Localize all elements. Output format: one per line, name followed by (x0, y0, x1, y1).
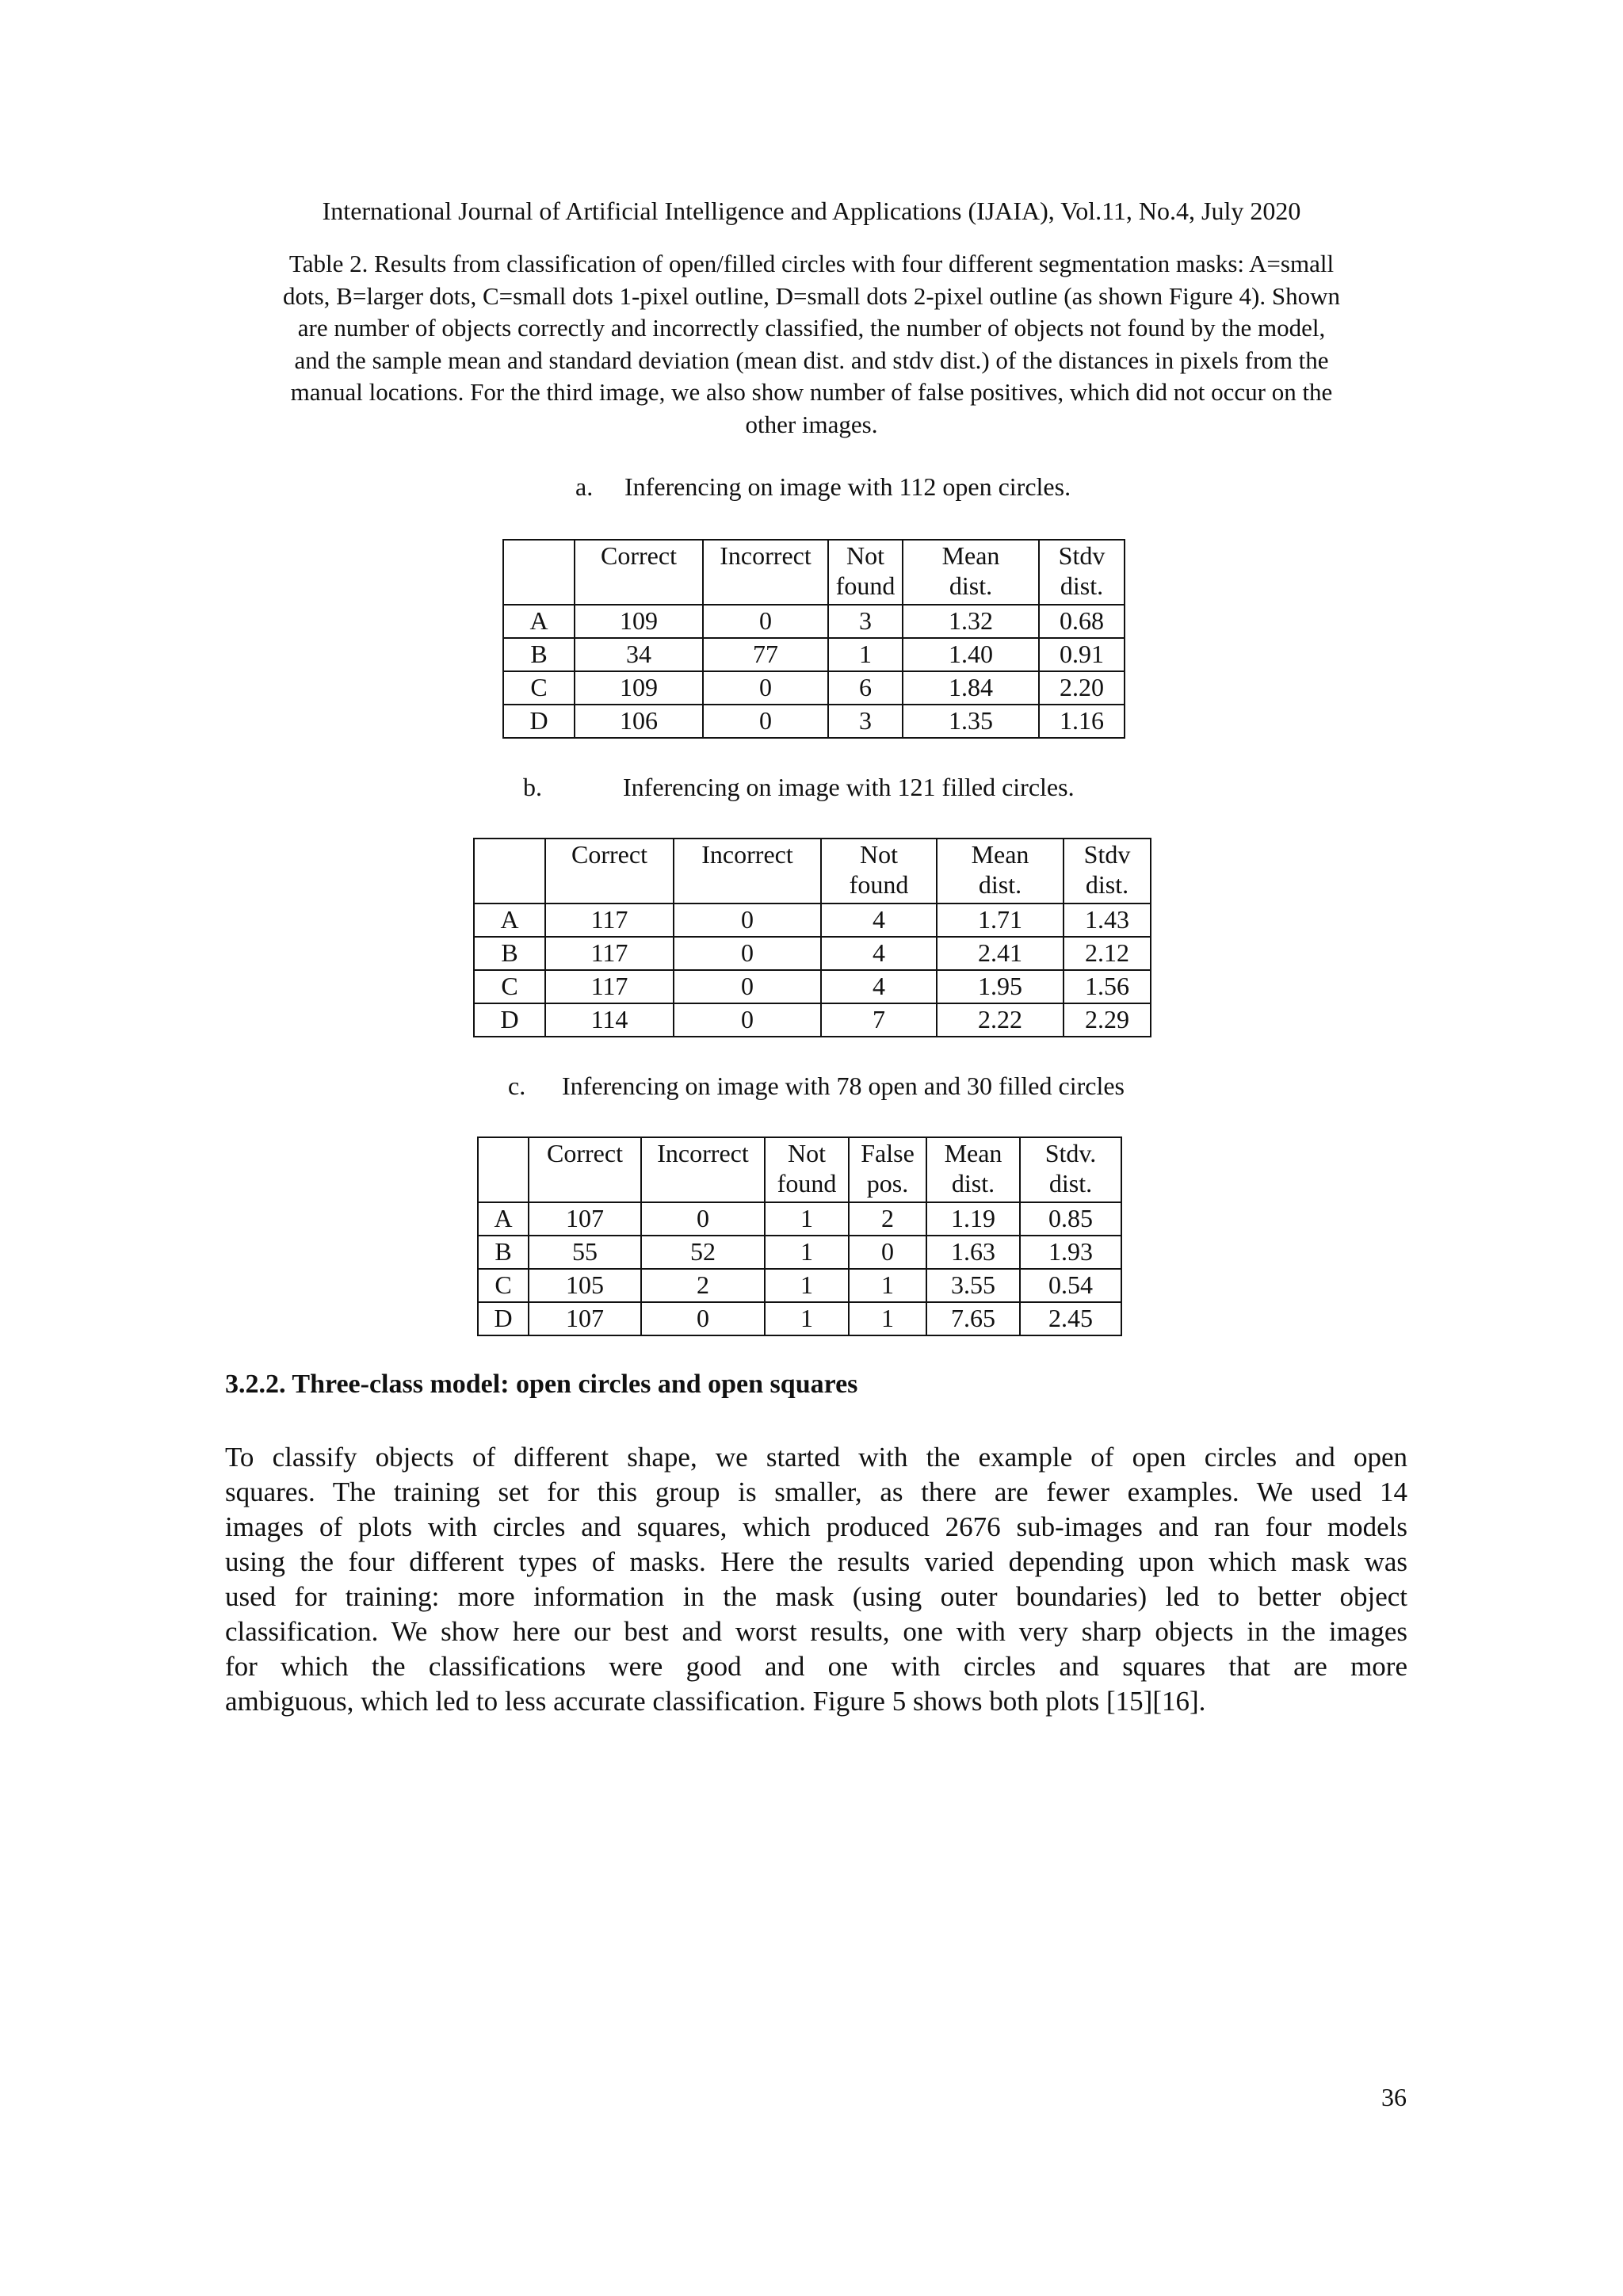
table-cell: 7.65 (926, 1302, 1020, 1335)
header-corner-cell (474, 839, 545, 904)
table-cell: 1.84 (903, 671, 1039, 705)
table-cell: 1.32 (903, 605, 1039, 638)
row-label-cell: A (503, 605, 575, 638)
column-header-line: dist. (1048, 1169, 1093, 1198)
table-cell: 2.45 (1020, 1302, 1121, 1335)
table-cell: 0 (703, 605, 828, 638)
table-cell: 0 (674, 970, 821, 1003)
row-label-cell: D (503, 705, 575, 738)
body-paragraph (225, 1440, 1407, 1719)
caption-line: dots, B=larger dots, C=small dots 1-pixel outline, D=small dots 2-pixel outline (as shown Figure 4). Shown (283, 281, 1340, 310)
column-header-line: Incorrect (720, 541, 812, 570)
column-header (937, 839, 1064, 904)
table-cell: 1.93 (1020, 1236, 1121, 1269)
results-table-c (477, 1137, 1122, 1336)
paragraph-line: for which the classifications were good and one with circles and squares that are more (225, 1651, 1407, 1682)
table-row (474, 970, 1151, 1003)
column-header-line: Correct (547, 1139, 623, 1167)
table-header-row (478, 1137, 1121, 1202)
subtable-title-text: Inferencing on image with 121 filled circles. (623, 773, 1075, 801)
column-header-line: False (861, 1139, 915, 1167)
caption-line: Table 2. Results from classification of open/filled circles with four different segmentation masks: A=small (288, 250, 1335, 277)
table-cell: 0 (703, 671, 828, 705)
column-header-line: Not (860, 840, 898, 869)
column-header-line: dist. (1085, 870, 1129, 899)
table-cell: 2.20 (1039, 671, 1125, 705)
table-cell: 1 (765, 1202, 849, 1236)
table-cell: 6 (828, 671, 903, 705)
row-label-cell: A (478, 1202, 529, 1236)
table-cell: 4 (821, 970, 937, 1003)
header-corner-cell (478, 1137, 529, 1202)
row-label-cell: C (474, 970, 545, 1003)
caption-line: manual locations. For the third image, we also show number of false positives, which did not occur on the (290, 378, 1333, 406)
results-table-a (502, 539, 1125, 739)
column-header (828, 540, 903, 605)
column-header-line: dist. (949, 571, 993, 600)
table-cell: 1 (765, 1302, 849, 1335)
table-cell: 1.40 (903, 638, 1039, 671)
table-cell: 4 (821, 904, 937, 937)
table-cell: 0 (674, 937, 821, 970)
column-header (926, 1137, 1020, 1202)
row-label-cell: B (474, 937, 545, 970)
column-header (1039, 540, 1125, 605)
table-cell: 109 (575, 605, 703, 638)
subtable-title-text: Inferencing on image with 78 open and 30 filled circles (562, 1072, 1125, 1100)
header-corner-cell (503, 540, 575, 605)
table-cell: 0 (674, 1003, 821, 1037)
table-cell: 106 (575, 705, 703, 738)
subtable-a-title (575, 472, 1209, 507)
table-row (503, 705, 1125, 738)
column-header-line: Not (846, 541, 884, 570)
table-row (474, 1003, 1151, 1037)
table-cell: 1.43 (1064, 904, 1151, 937)
table-cell: 2.22 (937, 1003, 1064, 1037)
table-row (503, 605, 1125, 638)
column-header (903, 540, 1039, 605)
table-cell: 107 (529, 1202, 641, 1236)
column-header (575, 540, 703, 605)
row-label-cell: C (478, 1269, 529, 1302)
column-header-line: Not (788, 1139, 826, 1167)
column-header-line: found (777, 1169, 837, 1198)
subtable-label: b. (523, 773, 542, 801)
table-cell: 4 (821, 937, 937, 970)
column-header-line: Stdv (1083, 840, 1131, 869)
column-header-line: Incorrect (657, 1139, 749, 1167)
row-label-cell: C (503, 671, 575, 705)
column-header (849, 1137, 926, 1202)
column-header (821, 839, 937, 904)
table-cell: 1.35 (903, 705, 1039, 738)
table-row (478, 1202, 1121, 1236)
table-cell: 1.16 (1039, 705, 1125, 738)
column-header-line: found (849, 870, 909, 899)
table-cell: 0 (641, 1202, 765, 1236)
table-cell: 105 (529, 1269, 641, 1302)
subtable-b-title (523, 773, 1236, 808)
column-header-line: Correct (601, 541, 677, 570)
row-label-cell: B (478, 1236, 529, 1269)
column-header-line: Mean (941, 541, 1000, 570)
table-cell: 0.91 (1039, 638, 1125, 671)
paragraph-line: classification. We show here our best and worst results, one with very sharp objects in the images (225, 1616, 1407, 1647)
table-row (474, 937, 1151, 970)
table-cell: 1 (849, 1269, 926, 1302)
table-cell: 114 (545, 1003, 674, 1037)
column-header-line: Mean (971, 840, 1029, 869)
table-caption (222, 248, 1401, 441)
table-cell: 3 (828, 705, 903, 738)
table-cell: 117 (545, 904, 674, 937)
table-cell: 2.41 (937, 937, 1064, 970)
table-row (503, 671, 1125, 705)
column-header-line: Incorrect (701, 840, 793, 869)
table-row (474, 904, 1151, 937)
table-cell: 2 (641, 1269, 765, 1302)
caption-line: and the sample mean and standard deviation (mean dist. and stdv dist.) of the distances in pixels from the (294, 346, 1329, 374)
table-cell: 107 (529, 1302, 641, 1335)
table-cell: 0 (674, 904, 821, 937)
table-cell: 1.95 (937, 970, 1064, 1003)
column-header (1020, 1137, 1121, 1202)
subtable-label: c. (508, 1072, 526, 1100)
paragraph-line: images of plots with circles and squares, which produced 2676 sub-images and ran four models (225, 1511, 1407, 1542)
table-cell: 109 (575, 671, 703, 705)
table-row (478, 1302, 1121, 1335)
table-row (478, 1236, 1121, 1269)
journal-header: International Journal of Artificial Intelligence and Applications (IJAIA), Vol.11, No.4, July 2020 (322, 197, 1301, 225)
table-cell: 3.55 (926, 1269, 1020, 1302)
results-table-b (473, 838, 1151, 1037)
table-cell: 1.56 (1064, 970, 1151, 1003)
table-row (478, 1269, 1121, 1302)
table-cell: 1 (828, 638, 903, 671)
paragraph-line: To classify objects of different shape, we started with the example of open circles and open (225, 1442, 1407, 1473)
table-cell: 1 (849, 1302, 926, 1335)
table-cell: 52 (641, 1236, 765, 1269)
table-cell: 117 (545, 970, 674, 1003)
subtable-c-title (508, 1072, 1221, 1106)
table-cell: 0 (849, 1236, 926, 1269)
column-header-line: dist. (951, 1169, 995, 1198)
row-label-cell: D (478, 1302, 529, 1335)
table-cell: 1 (765, 1269, 849, 1302)
row-label-cell: A (474, 904, 545, 937)
column-header-line: pos. (866, 1169, 909, 1198)
table-header-row (474, 839, 1151, 904)
table-header-row (503, 540, 1125, 605)
table-cell: 55 (529, 1236, 641, 1269)
table-cell: 0.85 (1020, 1202, 1121, 1236)
table-cell: 1 (765, 1236, 849, 1269)
column-header-line: Stdv. (1044, 1139, 1097, 1167)
column-header (1064, 839, 1151, 904)
table-cell: 7 (821, 1003, 937, 1037)
table-cell: 2.12 (1064, 937, 1151, 970)
row-label-cell: B (503, 638, 575, 671)
table-cell: 34 (575, 638, 703, 671)
paragraph-line: ambiguous, which led to less accurate classification. Figure 5 shows both plots [15][16]. (225, 1686, 1206, 1717)
table-cell: 0.54 (1020, 1269, 1121, 1302)
table-cell: 1.19 (926, 1202, 1020, 1236)
column-header (529, 1137, 641, 1202)
paragraph-line: using the four different types of masks. Here the results varied depending upon which mask was (225, 1546, 1407, 1577)
table-cell: 3 (828, 605, 903, 638)
table-cell: 0 (641, 1302, 765, 1335)
table-cell: 117 (545, 937, 674, 970)
table-cell: 0.68 (1039, 605, 1125, 638)
section-heading: 3.2.2. Three-class model: open circles and open squares (225, 1370, 858, 1399)
column-header-line: dist. (978, 870, 1022, 899)
row-label-cell: D (474, 1003, 545, 1037)
column-header-line: dist. (1060, 571, 1104, 600)
table-cell: 0 (703, 705, 828, 738)
caption-line: are number of objects correctly and incorrectly classified, the number of objects not found by the model, (297, 314, 1326, 342)
caption-line: other images. (745, 410, 878, 438)
subtable-label: a. (575, 472, 594, 501)
column-header-line: Correct (571, 840, 647, 869)
column-header-line: Mean (944, 1139, 1002, 1167)
table-row (503, 638, 1125, 671)
table-cell: 2.29 (1064, 1003, 1151, 1037)
column-header-line: Stdv (1058, 541, 1106, 570)
column-header (674, 839, 821, 904)
page-number: 36 (1381, 2083, 1407, 2111)
column-header (703, 540, 828, 605)
table-cell: 2 (849, 1202, 926, 1236)
table-cell: 1.63 (926, 1236, 1020, 1269)
column-header-line: found (835, 571, 896, 600)
table-cell: 1.71 (937, 904, 1064, 937)
paragraph-line: used for training: more information in the mask (using outer boundaries) led to better object (225, 1581, 1407, 1612)
paragraph-line: squares. The training set for this group is smaller, as there are fewer examples. We used 14 (225, 1477, 1407, 1507)
table-cell: 77 (703, 638, 828, 671)
column-header (545, 839, 674, 904)
column-header (641, 1137, 765, 1202)
column-header (765, 1137, 849, 1202)
subtable-title-text: Inferencing on image with 112 open circles. (624, 472, 1071, 501)
